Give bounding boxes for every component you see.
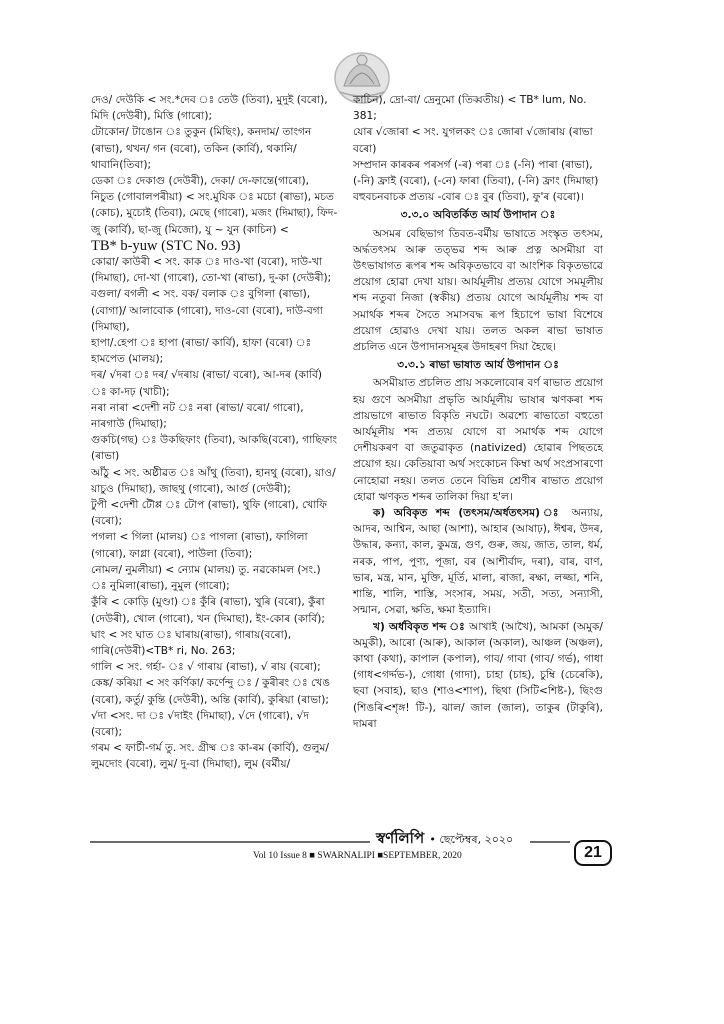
left-entry: দৰ/ √দৰা ঃ দৰ/ √দৰায় (ৰাভা/ বৰো), আ-দৰ (কাৰ্বি) ঃ কা-দঢ় (খাচী); [91,369,323,398]
right-line: সম্প্ৰদান কাৰকৰ পৰসৰ্গ (-ৰ) পৰা ঃ (-নি) পাৰা (ৰাভা), (-নি) ফ্ৰাই (বৰো), (-নে) ফাৰা (তিবা), (-নি) ফ্ৰাং (দিমাছা) [353,158,599,188]
left-entry: কেঙ্ক/ কৰিয়া < সং কৰ্ণিকা/ কৰ্ণেন্দু ঃ / কুৰীৰং ঃ খেঙ (বৰো), কৰ্তু/ কুন্তি (দেউৰী), অন্তি (কাৰ্বি), কুৰিয়া (ৰাভা); [91,677,331,706]
left-entry-reference: TB* b-yuw (STC No. 93) [91,237,241,254]
subsection-label: খ) অৰ্ধবিকৃত শব্দ ঃ [373,620,466,633]
journal-name: স্বৰ্ণলিপি [376,829,425,847]
left-entry: √দা <সং. দা ঃ √দাইং (দিমাছা), √দে (গাৰো), √দ (বৰো); [91,709,309,738]
subsection-k [353,505,603,618]
left-entry: আঁঠু < সং. অষ্ঠীৱত ঃ আঁথু (তিবা), হানথু (বৰো), য়াও/ য়াচুও (দিমাছা), জাছথু (গাৰো), আৰ্গু (দেউৰী); [91,466,336,495]
left-column [91,92,339,773]
subsection-text: আখাই (আখৈ), আমকা (অমুক/ অমুকী), আৰো (আৰু), আকাল (অকাল), আঞ্চল (অঞ্চল), কাথা (কথা), কাপাল (কপাল), গাব/ গাবা (গাব/ গৰ্ভ), গাধা (গাধ<গৰ্দ্দভ-), গোধা (গাদা), চাহা (চাহ), চুম্বি (চেৰেকি), ছবা (সবাহ), ছাও (শাও<শাপ), ছিথা (সিটি<শিষ্ট-), ছিংগু (শিঙৰি<শৃঙ্গ! টি-), ঝাল/ জাল (জাল), তাকুৰ (টাকুৰি), দামৰা [353,620,603,730]
left-entry: পগলা < গিলা (মালয়) ঃ পাগলা (ৰাভা), ফাগিলা (গাৰো), ফাগ্লা (বৰো), পাউলা (তিবা); [91,531,308,560]
left-entry: টুপী <দেশী টৌপ্প ঃ টোপ (ৰাভা), থুফি (গাৰো), খোফি (বৰো); [91,499,328,528]
subsection-label: ক) অবিকৃত শব্দ (তৎসম/অৰ্ধতৎসম) ঃ [373,507,564,520]
left-entry: হাপা/.হেপা ঃ হাপা (ৰাভা/ কাৰ্বি), হাফা (বৰো) ঃ হামপেত (মালয়); [91,337,312,366]
left-entry: নোমল/ নুমলীয়া) < ন্যোম (মালয়) তু. নৱকোমল (সং.) ঃ নুমিলা(ৰাভা), নুমুল (গাৰো); [91,563,321,593]
section-heading: ৩.৩.১ ৰাভা ভাষাত আৰ্য উপাদান ঃ [397,359,559,372]
right-line: যোৰ √জোৰা < সং. যুগলকং ঃ জোৰা √জোৰায় (ৰাভা বৰো) [353,126,593,155]
footer-brand [376,827,513,852]
right-line: বহুবচনবাচক প্ৰত্যয় -বোৰ ঃ বুৰ (তিবা), ফু'ৰ (বৰো)। [353,191,584,204]
footer-date: • ছেপ্টেম্বৰ, ২০২০ [429,833,514,846]
footer-issue-line: Vol 10 Issue 8 ■ SWARNALIPI ■SEPTEMBER, 2020 [253,851,462,861]
left-entry: নৰা নাৰা <দেশী নট ঃ নৰা (ৰাভা/ বৰো/ গাৰো), নাৰগাউ (দিমাছা); [91,401,304,431]
left-entry: নিচুত (গোবালপৰীয়া) < সং.মুযিক ঃ মচো (ৰাভা), মচত (কোচ), মুচোই (তিবা), মেছে (গাৰো), মজং (দিমাছা), ফিদ-জু (কাৰ্বি), ছা-জু (মিজো), যু ~ যুন (কাচিন) < [91,191,338,236]
left-entry: ডেকা ঃ দেকাগু (দেউৰী), দেকা/ দে-ফান্তে(গাৰো), [91,175,309,188]
left-entry: দেও/ দেউকি < সং.*দেব ঃ তেউ (তিবা), মুদুই (বৰো), মিদি (দেউৰী), মিত্তি (গাৰো); [91,94,328,123]
section-heading: ৩.৩.০ অবিতৰ্কিত আৰ্য উপাদান ঃ [400,209,556,222]
section-paragraph: অসমীয়াত প্ৰচলিত প্ৰায় সকলোবোৰ বৰ্ণ ৰাভাত প্ৰয়োগ হয় গুণে অসমীয়া প্ৰভৃতি আৰ্যমূলীয় ভাষাৰ ঋণকৰা শব্দ প্ৰায়ভাগে ৰাভাত বিকৃতি নঘটে। অৱশ্যে ৰাভাতো বহুতো আৰ্যমূলীয় শব্দ প্ৰত্যয় যোগে বা সমাৰ্থক শব্দ যোগে দেশীয়কৰণ বা জতুৱাকৃত (nativized) হোৱাৰ পিছতহে প্ৰয়োগ হয়। কেতিয়াবা অৰ্থ সংকোচন কিম্বা অৰ্থ সংপ্ৰসাৰণো নোহোৱা নহয়। তলত তেনে বিভিন্ন শ্ৰেণীৰ ৰাভাত প্ৰয়োগ হোৱা ঋণকৃত শব্দৰ তালিকা দিয়া হ'ল। [353,377,603,503]
page-number: 21 [574,840,612,866]
left-entry: টোকোন/ টাঙোন ঃ তুকুন (মিছিং), কনদাম/ তাংগন (ৰাভা), থখন/ গন (বৰো), তকিন (কাৰ্বি), থকানি/ থাবানি(তিবা); [91,126,312,171]
footer-rule [90,836,610,848]
left-entry: বগুলা/ বগলী < সং. বক/ বলাক ঃ বুগিলা (ৰাভা), (বোগা)/ আলাবোক (গাৰো), দাও-বো (বৰো), দাউ-বগা (দিমাছা), [91,288,323,333]
left-entry: কুঁৰি < কোড়ি (মুণ্ডা) ঃ কুঁৰি (ৰাভা), খুৰি (বৰো), কুঁৰা (দেউৰী), খোল (গাৰো), খন (দিমাছা), ইং-কোৰ (কাৰ্বি); [91,596,325,625]
subsection-text: অন্যায়, আদৰ, আশ্বিন, আছা (আশা), আহাৰ (আষাঢ়), ঈশ্বৰ, উদৰ, উদ্ধাৰ, কন্যা, কাল, কুমন্ত্ৰ, গুণ, গুৰু, জয়, জাত, তাল, ধৰ্ম, নৰক, পাপ, পুণ্য, পূজা, বৰ (আশীৰ্বাদ, দৰা), বাৰ, বাণ, ভাৰ, মন্ত্ৰ, মান, মুক্তি, মূৰ্তি, মালা, ৰাজা, ৰক্ষা, লজ্জা, শনি, শান্তি, শালি, শাস্তি, সংসাৰ, সময়, সতী, সত্য, সন্যাসী, সন্মান, সেৱা, ক্ষতি, ক্ষমা ইত্যাদি। [353,507,603,617]
left-entry: কোৱা/ কাউৰী < সং. কাক ঃ দাও-খা (বৰো), দাউ-খা (দিমাছা), দো-খা (গাৰো), তো-খা (ৰাভা), দু-কা (দেউৰী); [91,256,332,285]
subsection-kh [353,619,603,732]
right-line: কাচিন), দ্ৰো-বা/ দ্ৰেনুমো (তিব্বতীয়) < TB* lum, No. 381; [353,94,587,123]
left-entry: গালি < সং. গৰ্হা- ঃ √ গাৰায় (ৰাভা), √ ৰায় (বৰো); [91,661,321,674]
right-column [353,92,603,732]
left-entry: ঘাং < সং ঘাত ঃ ঘাৰায়(ৰাভা), গাৰায়(বৰো), গাৰি(দেউৰী)<TB* ri, No. 263; [91,628,292,657]
section-paragraph: অসমৰ বেছিভাগ তিবত-বৰ্মীয় ভাষাতে সংস্কৃত তৎসম, অৰ্দ্ধতৎসম আৰু তত্ভৱ শব্দ আৰু প্ৰত্ন অসমীয়া বা উৎভাষাগত ৰূপৰ শব্দ অবিকৃতভাবে বা আংশিক বিকৃতভাৱে প্ৰয়োগ হোৱা দেখা যায়। আৰ্যমূলীয় প্ৰত্যয় যোগে সমমূলীয় শব্দ নতুবা নিজা (স্বকীয়) প্ৰত্যয় যোগে আৰ্যমূলীয় শব্দ বা সমাৰ্থক শব্দৰ সৈতে সমাসবদ্ধ ৰূপ হিচাপে ভাষা বিশেষে প্ৰয়োগ হোৱাও দেখা যায়। তলত অকল ৰাভা ভাষাত প্ৰচলিত এনে উপাদানসমূহৰ উদাহৰণ দিয়া হৈছে। [353,227,603,354]
left-entry: গুকচি(গছ) ঃ উকছিফাং (তিবা), আকছি(বৰো), গাছিফাং (ৰাভা) [91,434,338,463]
left-entry: গৰম < ফাৰ্চী-গৰ্ম তু. সং. গ্ৰীষ্ম ঃ কা-ৰম (কাৰ্বি), গুলুম/ লুমদোং (বৰো), লুম/ দু-বা (দিমাছা), লুম (বৰ্মীয়/ [91,742,329,771]
